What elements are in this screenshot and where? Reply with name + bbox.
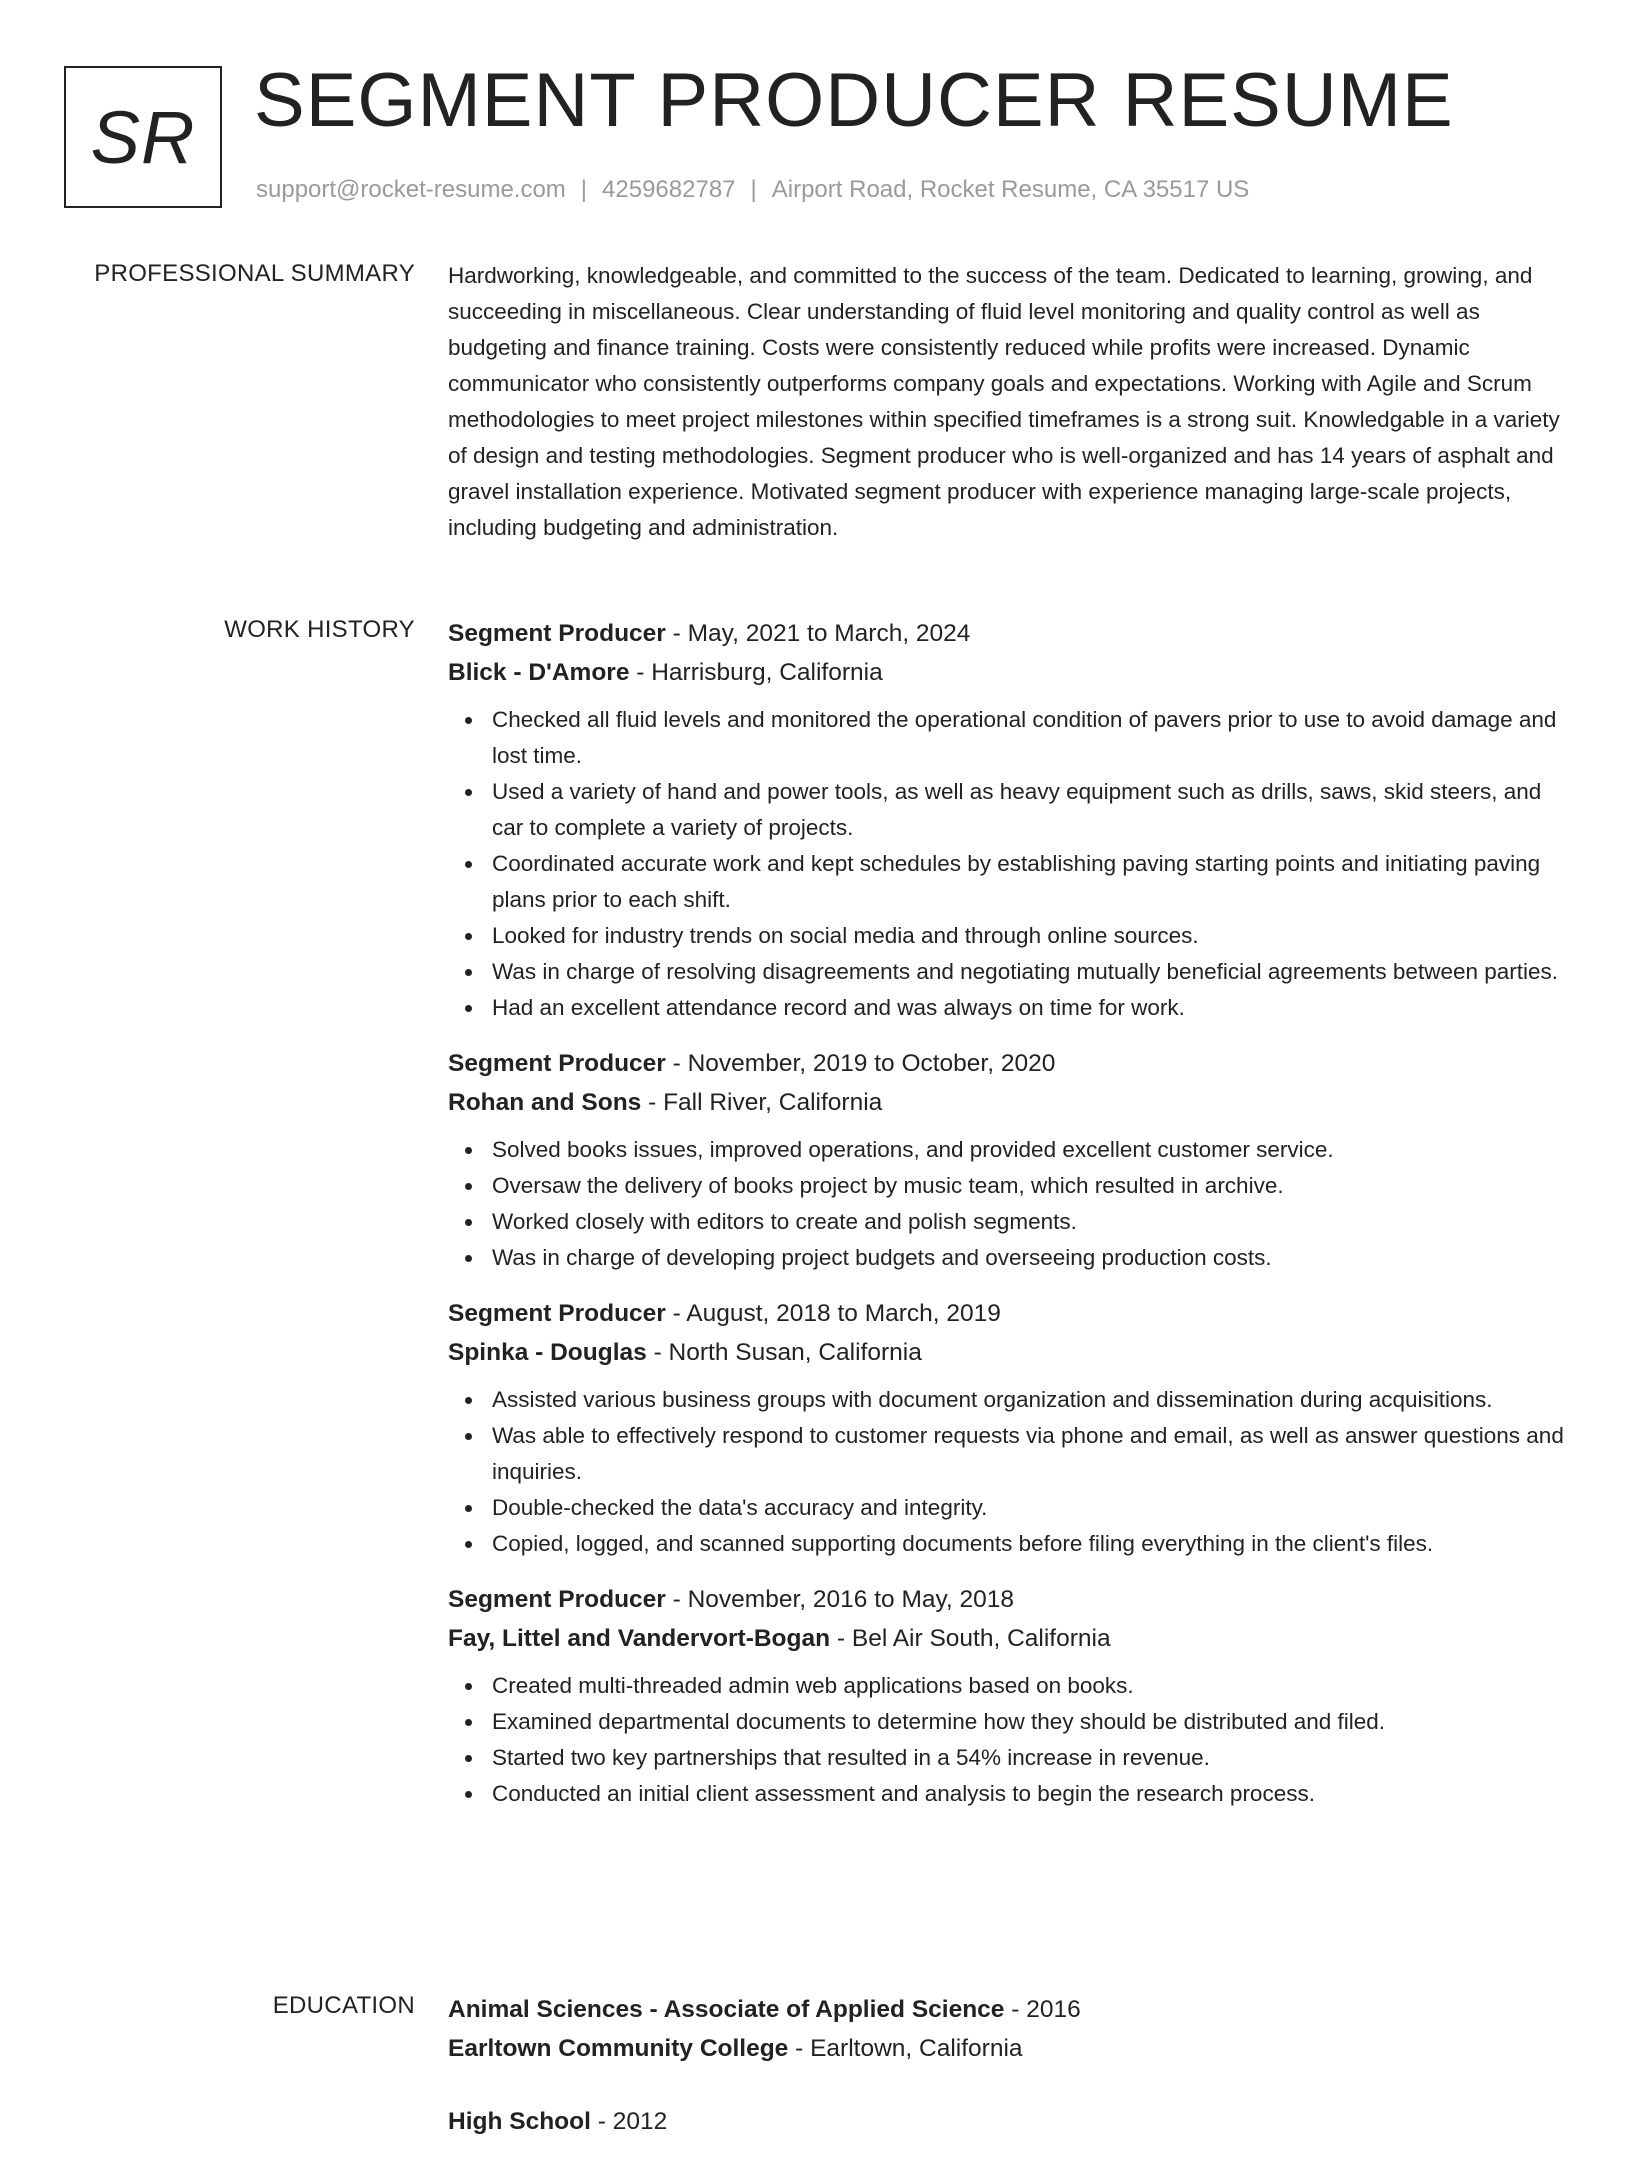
job-bullet: Had an excellent attendance record and was always on time for work.: [448, 990, 1566, 1026]
job-bullet: Oversaw the delivery of books project by music team, which resulted in archive.: [448, 1168, 1566, 1204]
job-location: - Fall River, California: [641, 1089, 883, 1116]
job-bullet: Checked all fluid levels and monitored the operational condition of pavers prior to use to avoid damage and lost time.: [448, 702, 1566, 774]
education-entry: [448, 2102, 1566, 2141]
job-company: Rohan and Sons: [448, 1089, 642, 1116]
education-body: [448, 1990, 1566, 2159]
education-school-line: [448, 2029, 1566, 2068]
education-entry: [448, 1990, 1566, 2068]
job-bullets: [448, 702, 1566, 1026]
contact-phone: 4259682787: [602, 176, 736, 203]
work-history-body: [448, 614, 1566, 1830]
job-dates: - May, 2021 to March, 2024: [665, 620, 971, 647]
job-bullets: [448, 1132, 1566, 1276]
education-degree-line: [448, 1990, 1566, 2029]
contact-email: support@rocket-resume.com: [256, 176, 566, 203]
job-bullet: Worked closely with editors to create and polish segments.: [448, 1204, 1566, 1240]
monogram-box: [64, 66, 222, 208]
job-company-line: [448, 1333, 1566, 1372]
job-entry: [448, 1044, 1566, 1276]
job-company-line: [448, 1619, 1566, 1658]
education-year: - 2016: [1004, 1996, 1081, 2023]
job-bullet: Was in charge of developing project budgets and overseeing production costs.: [448, 1240, 1566, 1276]
education-heading: EDUCATION: [272, 1992, 415, 2019]
job-location: - North Susan, California: [646, 1339, 922, 1366]
education-degree: Animal Sciences - Associate of Applied Science: [448, 1996, 1005, 2023]
job-bullets: [448, 1668, 1566, 1812]
job-title: Segment Producer: [448, 620, 666, 647]
job-company: Blick - D'Amore: [448, 659, 630, 686]
job-entry: [448, 1294, 1566, 1562]
job-bullet: Used a variety of hand and power tools, as well as heavy equipment such as drills, saws, skid steers, and car to complete a variety of projects.: [448, 774, 1566, 846]
education-year: - 2012: [590, 2108, 668, 2135]
job-bullet: Started two key partnerships that resulted in a 54% increase in revenue.: [448, 1740, 1566, 1776]
education-degree: High School: [448, 2108, 591, 2135]
job-bullet: Was in charge of resolving disagreements and negotiating mutually beneficial agreements between parties.: [448, 954, 1566, 990]
job-title-line: [448, 1044, 1566, 1083]
job-company-line: [448, 1083, 1566, 1122]
education-school: Earltown Community College: [448, 2035, 789, 2062]
summary-heading: PROFESSIONAL SUMMARY: [94, 260, 415, 287]
contact-address: Airport Road, Rocket Resume, CA 35517 US: [771, 176, 1250, 203]
job-title-line: [448, 614, 1566, 653]
contact-line: [256, 175, 1249, 205]
work-history-heading: WORK HISTORY: [224, 616, 415, 643]
job-bullet: Coordinated accurate work and kept schedules by establishing paving starting points and initiating paving plans prior to each shift.: [448, 846, 1566, 918]
education-location: - Earltown, California: [788, 2035, 1023, 2062]
job-bullet: Conducted an initial client assessment and analysis to begin the research process.: [448, 1776, 1566, 1812]
job-bullet: Created multi-threaded admin web applications based on books.: [448, 1668, 1566, 1704]
job-bullet: Was able to effectively respond to customer requests via phone and email, as well as answer questions and inquiries.: [448, 1418, 1566, 1490]
job-bullet: Double-checked the data's accuracy and integrity.: [448, 1490, 1566, 1526]
job-title-line: [448, 1294, 1566, 1333]
job-dates: - November, 2016 to May, 2018: [665, 1586, 1015, 1613]
job-bullet: Copied, logged, and scanned supporting documents before filing everything in the client's files.: [448, 1526, 1566, 1562]
job-bullets: [448, 1382, 1566, 1562]
job-bullet: Examined departmental documents to determine how they should be distributed and filed.: [448, 1704, 1566, 1740]
job-dates: - November, 2019 to October, 2020: [665, 1050, 1056, 1077]
job-title: Segment Producer: [448, 1050, 666, 1077]
job-bullet: Assisted various business groups with document organization and dissemination during acquisitions.: [448, 1382, 1566, 1418]
job-location: - Bel Air South, California: [830, 1625, 1111, 1652]
job-entry: [448, 1580, 1566, 1812]
job-entry: [448, 614, 1566, 1026]
job-bullet: Looked for industry trends on social media and through online sources.: [448, 918, 1566, 954]
job-company: Spinka - Douglas: [448, 1339, 647, 1366]
education-degree-line: [448, 2102, 1566, 2141]
resume-title: SEGMENT PRODUCER RESUME: [254, 58, 1454, 143]
monogram-initials: SR: [90, 95, 196, 179]
contact-separator: |: [750, 176, 757, 203]
job-bullet: Solved books issues, improved operations, and provided excellent customer service.: [448, 1132, 1566, 1168]
job-title: Segment Producer: [448, 1300, 666, 1327]
job-dates: - August, 2018 to March, 2019: [665, 1300, 1001, 1327]
summary-body: [448, 258, 1566, 546]
summary-text: Hardworking, knowledgeable, and committed to the success of the team. Dedicated to learning, growing, and succeeding in miscellaneous. Clear understanding of fluid level monitoring and quality control as well as budgeting and finance training. Costs were consistently reduced while profits were increased. Dynamic communicator who consistently outperforms company goals and expectations. Working with Agile and Scrum methodologies to meet project milestones within specified timeframes is a strong suit. Knowledgable in a variety of design and testing methodologies. Segment producer who is well-organized and has 14 years of asphalt and gravel installation experience. Motivated segment producer with experience managing large-scale projects, including budgeting and administration.: [448, 263, 1560, 540]
job-company-line: [448, 653, 1566, 692]
job-location: - Harrisburg, California: [629, 659, 883, 686]
job-company: Fay, Littel and Vandervort-Bogan: [448, 1625, 831, 1652]
job-title: Segment Producer: [448, 1586, 666, 1613]
job-title-line: [448, 1580, 1566, 1619]
contact-separator: |: [580, 176, 588, 203]
